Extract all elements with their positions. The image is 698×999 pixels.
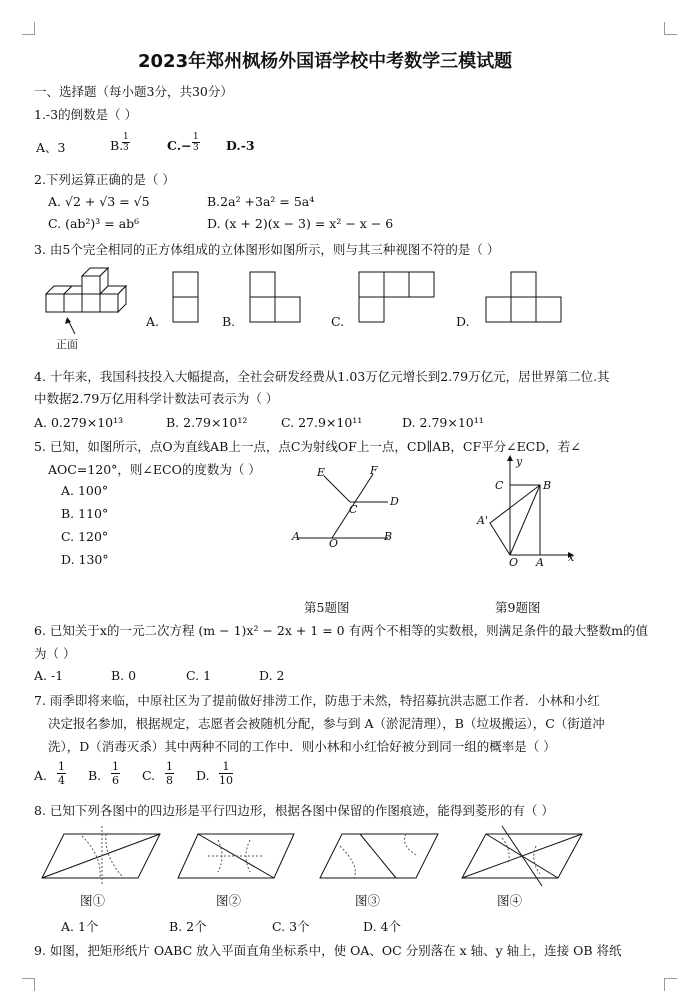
q8-caption-2: 图② <box>216 893 242 908</box>
q7-option-a: A. <box>34 768 48 783</box>
q7-option-b: B. <box>88 768 102 783</box>
question-8-stem: 8. 已知下列各图中的四边形是平行四边形，根据各图中保留的作图痕迹，能得到菱形的有（ ） <box>34 803 554 818</box>
fig9-label-o: O <box>509 556 519 569</box>
q4-option-b: B. 2.79×10¹² <box>166 415 248 430</box>
q8-caption-1: 图① <box>80 893 106 908</box>
q3-view-c <box>358 271 438 323</box>
question-5-line1: 5. 已知，如图所示，点O为直线AB上一点，点C为射线OF上一点，CD∥AB，CF平分∠ECD，若∠ <box>34 439 581 454</box>
crop-mark-bottom-left <box>22 978 35 991</box>
q8-option-a: A. 1个 <box>61 919 99 934</box>
q1-option-b-frac: 1 3 <box>123 132 129 153</box>
q3-option-c: C. <box>331 314 345 329</box>
q5-option-c: C. 120° <box>61 529 109 544</box>
question-6-line1: 6. 已知关于x的一元二次方程 (m − 1)x² − 2x + 1 = 0 有两个不相等的实数根，则满足条件的最大整数m的值 <box>34 623 648 638</box>
q3-solid-figure <box>40 262 140 352</box>
q8-figure-1 <box>42 826 162 886</box>
question-6-line2: 为（ ） <box>34 646 76 661</box>
q6-option-c: C. 1 <box>186 668 212 683</box>
q1-option-d: D.-3 <box>226 138 255 153</box>
q6-option-d: D. 2 <box>259 668 285 683</box>
q3-view-a <box>172 271 202 323</box>
q5-option-d: D. 130° <box>61 552 109 567</box>
fig5-label-f: F <box>370 464 378 477</box>
q3-option-d: D. <box>456 314 470 329</box>
q7-option-b-frac: 1 6 <box>112 760 119 787</box>
q4-option-d: D. 2.79×10¹¹ <box>402 415 484 430</box>
q7-option-c: C. <box>142 768 156 783</box>
q8-option-b: B. 2个 <box>169 919 207 934</box>
q7-option-c-frac: 1 8 <box>166 760 173 787</box>
question-2-stem: 2.下列运算正确的是（ ） <box>34 172 175 187</box>
fig9-label-c: C <box>495 479 504 492</box>
q3-view-b <box>249 271 304 323</box>
question-4-line1: 4. 十年来，我国科技投入大幅提高，全社会研发经费从1.03万亿元增长到2.79万亿元，居世界第二位.其 <box>34 369 610 384</box>
fig5-label-a: A <box>292 530 300 543</box>
question-1-stem: 1.-3的倒数是（ ） <box>34 107 138 122</box>
q3-front-label: 正面 <box>56 338 78 351</box>
q7-option-a-frac: 1 4 <box>58 760 65 787</box>
q2-option-a: A. √2 + √3 = √5 <box>48 194 150 209</box>
question-4-line2: 中数据2.79万亿用科学计数法可表示为（ ） <box>34 391 279 406</box>
q8-option-c: C. 3个 <box>272 919 310 934</box>
crop-mark-top-left <box>22 22 35 35</box>
fig9-label-y: y <box>516 455 523 468</box>
question-7-line3: 洗），D（消毒灭杀）其中两种不同的工作中．则小林和小红恰好被分到同一组的概率是（ ） <box>48 739 556 754</box>
fig5-label-o: O <box>329 537 339 550</box>
fig5-label-d: D <box>390 495 399 508</box>
question-3-stem: 3. 由5个完全相同的正方体组成的立体图形如图所示，则与其三种视图不符的是（ ） <box>34 242 500 257</box>
q6-option-a: A. -1 <box>34 668 64 683</box>
q8-figure-4 <box>462 826 586 886</box>
question-7-line2: 决定报名参加，根据规定，志愿者会被随机分配，参与到 A（淤泥清理），B（垃圾搬运），C（街道冲 <box>48 716 605 731</box>
q7-option-d-frac: 1 10 <box>219 760 233 787</box>
question-9-line1: 9. 如图，把矩形纸片 OABC 放入平面直角坐标系中，使 OA、OC 分别落在 x 轴、y 轴上，连接 OB 将纸 <box>34 943 622 958</box>
q8-caption-3: 图③ <box>355 893 381 908</box>
q4-option-a: A. 0.279×10¹³ <box>34 415 124 430</box>
fig9-label-a: A <box>536 556 544 569</box>
q8-option-d: D. 4个 <box>363 919 401 934</box>
fig9-caption: 第9题图 <box>495 600 541 615</box>
q2-option-b: B.2a² +3a² = 5a⁴ <box>207 194 315 209</box>
fig5-label-b: B <box>384 530 393 543</box>
fig5-caption: 第5题图 <box>304 600 350 615</box>
q6-option-b: B. 0 <box>111 668 137 683</box>
fig5-label-c: C <box>349 503 358 516</box>
q3-view-d <box>485 271 565 323</box>
q8-caption-4: 图④ <box>497 893 523 908</box>
q2-option-d: D. (x + 2)(x − 3) = x² − x − 6 <box>207 216 394 231</box>
section-heading: 一、选择题（每小题3分，共30分） <box>34 84 233 99</box>
q3-option-a: A. <box>146 314 160 329</box>
q1-option-c: C.− <box>167 138 192 153</box>
q7-option-d: D. <box>196 768 210 783</box>
question-7-line1: 7. 雨季即将来临，中原社区为了提前做好排涝工作，防患于未然，特招募抗洪志愿工作者．小林和小红 <box>34 693 600 708</box>
q1-option-b: B. <box>110 138 124 153</box>
crop-mark-top-right <box>664 22 677 35</box>
q1-option-a: A、3 <box>36 140 66 155</box>
fig9-label-a-prime: A' <box>477 514 488 527</box>
fig9-label-b: B <box>543 479 552 492</box>
q5-option-b: B. 110° <box>61 506 109 521</box>
q2-option-c: C. (ab²)³ = ab⁶ <box>48 216 140 231</box>
crop-mark-bottom-right <box>664 978 677 991</box>
q8-figure-3 <box>320 826 442 886</box>
q4-option-c: C. 27.9×10¹¹ <box>281 415 363 430</box>
q5-option-a: A. 100° <box>61 483 109 498</box>
page-title: 2023年郑州枫杨外国语学校中考数学三模试题 <box>138 51 513 72</box>
q1-option-c-frac: 1 3 <box>193 132 199 153</box>
fig5-label-e: E <box>317 466 326 479</box>
fig9-label-x: x <box>568 551 575 564</box>
q8-figure-2 <box>178 826 298 886</box>
q3-option-b: B. <box>222 314 236 329</box>
question-5-line2: AOC=120°，则∠ECO的度数为（ ） <box>48 462 261 477</box>
